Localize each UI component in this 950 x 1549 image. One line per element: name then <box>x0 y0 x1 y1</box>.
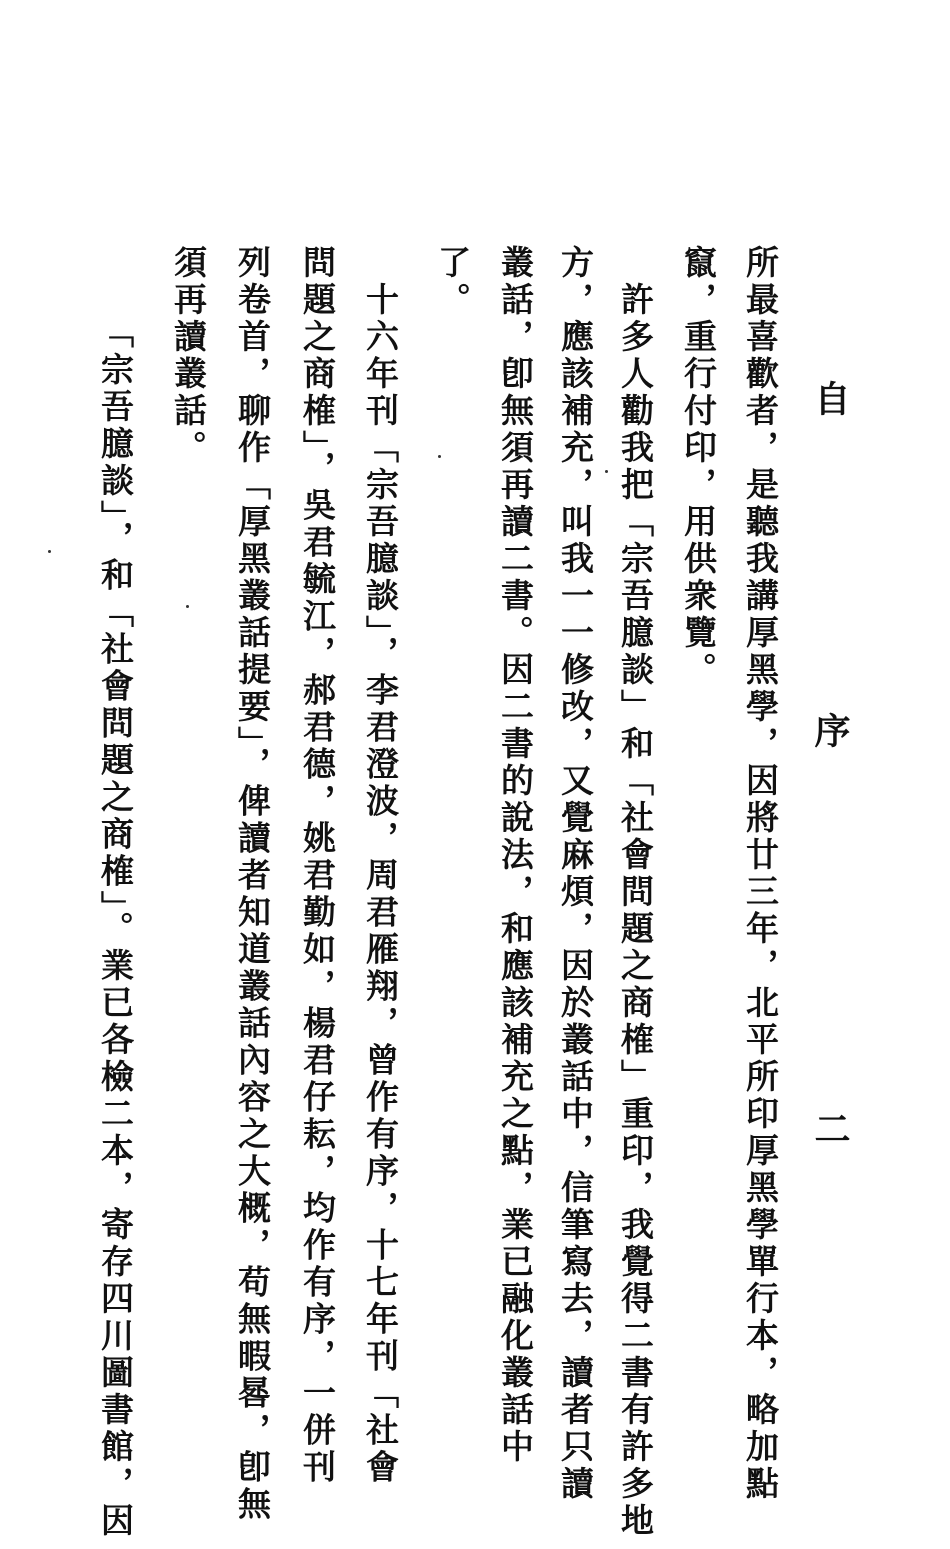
text-column-5: 叢話，卽無須再讀二書。因二書的說法，和應該補充之點，業已融化叢話中 <box>496 245 535 1466</box>
print-speck <box>48 550 51 553</box>
print-speck <box>605 470 608 473</box>
text-column-2: 竄，重行付印，用供衆覽。 <box>679 245 718 689</box>
text-column-1: 所最喜歡者，是聽我講厚黑學，因將廿三年，北平所印厚黑學單行本，略加點 <box>741 245 780 1503</box>
text-column-3: 許多人勸我把「宗吾臆談」和「社會問題之商榷」重印，我覺得二書有許多地 <box>616 245 655 1540</box>
text-column-6: 了。 <box>433 245 472 319</box>
text-column-4: 方，應該補充，叫我一一修改，又覺麻煩，因於叢話中，信筆寫去，讀者只讀 <box>556 245 595 1503</box>
text-column-10: 須再讀叢話。 <box>169 245 208 467</box>
text-column-11: 「宗吾臆談」，和「社會問題之商榷」。業已各檢二本，寄存四川圖書館，因 <box>96 315 135 1540</box>
page-number: 二 <box>809 1110 851 1146</box>
text-column-7: 十六年刊「宗吾臆談」，李君澄波，周君雁翔，曾作有序，十七年刊「社會 <box>361 245 400 1487</box>
page-title: 自 序 <box>809 380 851 878</box>
text-column-8: 問題之商榷」，吳君毓江，郝君德，姚君勤如，楊君仔耘，均作有序，一併刊 <box>298 245 337 1487</box>
text-column-9: 列卷首，聊作「厚黑叢話提要」，俾讀者知道叢話內容之大概，苟無暇晷，卽無 <box>233 245 272 1524</box>
print-speck <box>186 605 189 608</box>
print-speck <box>438 455 441 458</box>
